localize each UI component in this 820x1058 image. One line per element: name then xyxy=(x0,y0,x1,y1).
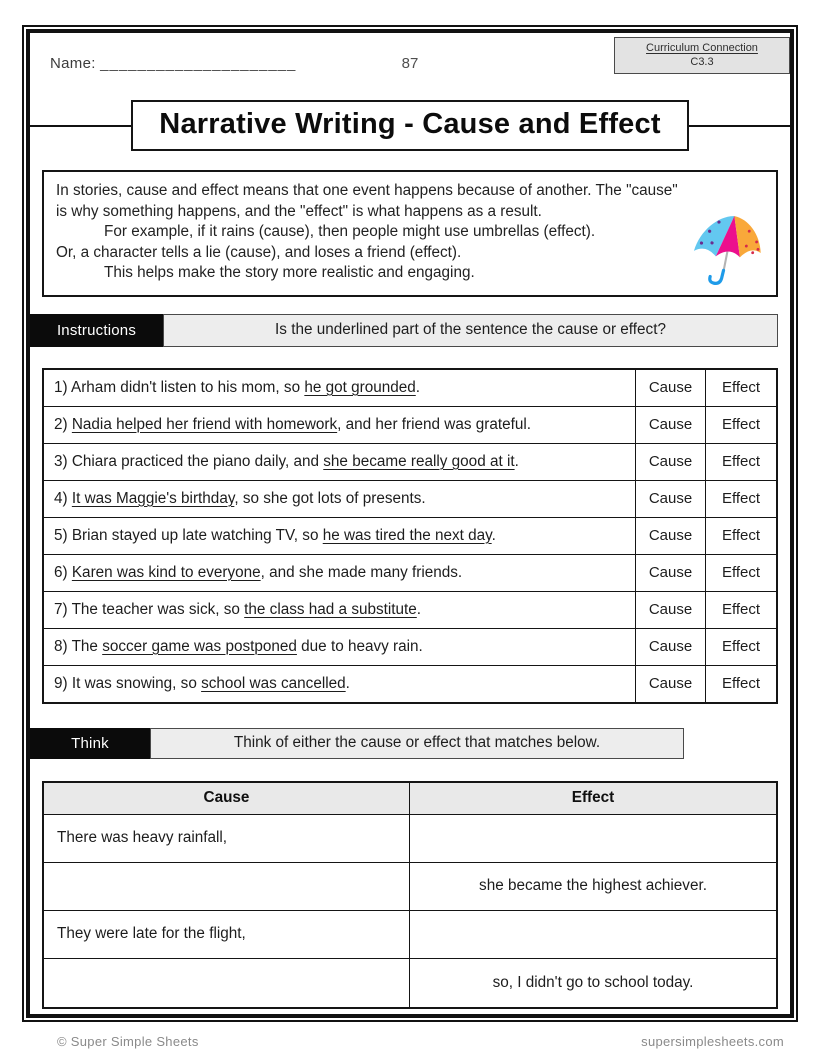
question-text: 2) Nadia helped her friend with homework, and her friend was grateful. xyxy=(54,415,532,433)
instructions-bar xyxy=(30,314,778,347)
effect-cell: she became the highest achiever. xyxy=(479,877,707,894)
footer xyxy=(57,1034,784,1049)
page-frame xyxy=(22,25,798,1022)
effect-cell: so, I didn't go to school today. xyxy=(492,973,694,991)
question-text: 6) Karen was kind to everyone, and she made many friends. xyxy=(54,563,463,581)
underlined-phrase: he was tired the next day xyxy=(322,526,492,544)
effect-option[interactable]: Effect xyxy=(705,518,776,554)
cause-option[interactable]: Cause xyxy=(635,370,705,406)
intro-box xyxy=(42,170,778,297)
instructions-label: Instructions xyxy=(30,314,163,347)
umbrella-icon xyxy=(688,210,768,290)
effect-option[interactable]: Effect xyxy=(705,666,776,702)
intro-line: In stories, cause and effect means that one event happens because of another. The "cause" xyxy=(56,182,678,199)
title-section xyxy=(42,97,778,153)
curriculum-connection-code: C3.3 xyxy=(690,56,714,68)
effect-option[interactable]: Effect xyxy=(705,555,776,591)
cause-option[interactable]: Cause xyxy=(635,518,705,554)
intro-line: For example, if it rains (cause), then people might use umbrellas (effect). xyxy=(104,223,596,240)
underlined-phrase: the class had a substitute xyxy=(244,600,417,618)
table-row xyxy=(44,911,776,959)
underlined-phrase: he got grounded xyxy=(304,378,416,396)
effect-option[interactable]: Effect xyxy=(705,592,776,628)
effect-option[interactable]: Effect xyxy=(705,444,776,480)
think-text: Think of either the cause or effect that matches below. xyxy=(150,728,684,759)
underlined-phrase: Karen was kind to everyone xyxy=(71,563,261,581)
website-link[interactable]: supersimplesheets.com xyxy=(641,1034,784,1049)
question-text: 7) The teacher was sick, so the class had a substitute. xyxy=(54,600,422,618)
question-text: 4) It was Maggie's birthday, so she got lots of presents. xyxy=(54,489,426,507)
intro-line: Or, a character tells a lie (cause), and loses a friend (effect). xyxy=(56,243,462,261)
question-row xyxy=(44,480,776,517)
effect-column-header: Effect xyxy=(571,789,615,806)
table-row xyxy=(44,959,776,1007)
question-text: 5) Brian stayed up late watching TV, so he was tired the next day. xyxy=(54,526,496,544)
intro-line: This helps make the story more realistic and engaging. xyxy=(104,264,475,281)
question-row xyxy=(44,443,776,480)
question-row xyxy=(44,591,776,628)
think-bar xyxy=(30,728,684,759)
table-row xyxy=(44,863,776,911)
cause-option[interactable]: Cause xyxy=(635,555,705,591)
name-label: Name: xyxy=(50,55,96,72)
instructions-text: Is the underlined part of the sentence the cause or effect? xyxy=(163,314,778,347)
question-row xyxy=(44,665,776,702)
cause-effect-table-header xyxy=(44,783,776,815)
underlined-phrase: It was Maggie's birthday xyxy=(71,489,235,507)
effect-cell-blank[interactable] xyxy=(410,911,776,958)
underlined-phrase: soccer game was postponed xyxy=(102,637,297,655)
intro-line: is why something happens, and the "effect" is what happens as a result. xyxy=(56,202,542,220)
cause-option[interactable]: Cause xyxy=(635,592,705,628)
cause-cell-blank[interactable] xyxy=(44,863,410,910)
cause-option[interactable]: Cause xyxy=(635,666,705,702)
cause-cell: They were late for the flight, xyxy=(44,911,410,958)
page-frame-inner xyxy=(26,29,794,1018)
curriculum-connection-title: Curriculum Connection xyxy=(646,42,758,54)
effect-option[interactable]: Effect xyxy=(705,370,776,406)
underlined-phrase: Nadia helped her friend with homework xyxy=(71,415,338,433)
page-title: Narrative Writing - Cause and Effect xyxy=(131,100,688,151)
effect-option[interactable]: Effect xyxy=(705,407,776,443)
page-number: 87 xyxy=(401,55,419,72)
question-row xyxy=(44,628,776,665)
question-text: 8) The soccer game was postponed due to heavy rain. xyxy=(54,637,423,655)
name-blank-line[interactable]: _____________________ xyxy=(100,55,297,72)
effect-option[interactable]: Effect xyxy=(705,629,776,665)
cause-option[interactable]: Cause xyxy=(635,407,705,443)
cause-column-header: Cause xyxy=(44,783,410,814)
cause-effect-table xyxy=(42,781,778,1009)
underlined-phrase: school was cancelled xyxy=(201,674,346,692)
header xyxy=(42,43,778,85)
cause-option[interactable]: Cause xyxy=(635,481,705,517)
question-row xyxy=(44,517,776,554)
question-row xyxy=(44,370,776,406)
question-text: 1) Arham didn't listen to his mom, so he got grounded. xyxy=(54,378,421,396)
think-label: Think xyxy=(30,728,150,759)
cause-cell-blank[interactable] xyxy=(44,959,410,1007)
table-row xyxy=(44,815,776,863)
cause-option[interactable]: Cause xyxy=(635,444,705,480)
copyright-text: © Super Simple Sheets xyxy=(57,1034,199,1049)
question-text: 9) It was snowing, so school was cancelled. xyxy=(54,674,350,692)
questions-table xyxy=(42,368,778,704)
cause-option[interactable]: Cause xyxy=(635,629,705,665)
question-text: 3) Chiara practiced the piano daily, and she became really good at it. xyxy=(54,452,519,470)
curriculum-connection-badge xyxy=(614,37,790,74)
underlined-phrase: she became really good at it xyxy=(323,452,515,470)
effect-option[interactable]: Effect xyxy=(705,481,776,517)
effect-cell-blank[interactable] xyxy=(410,815,776,862)
question-row xyxy=(44,406,776,443)
cause-cell: There was heavy rainfall, xyxy=(44,815,410,862)
question-row xyxy=(44,554,776,591)
